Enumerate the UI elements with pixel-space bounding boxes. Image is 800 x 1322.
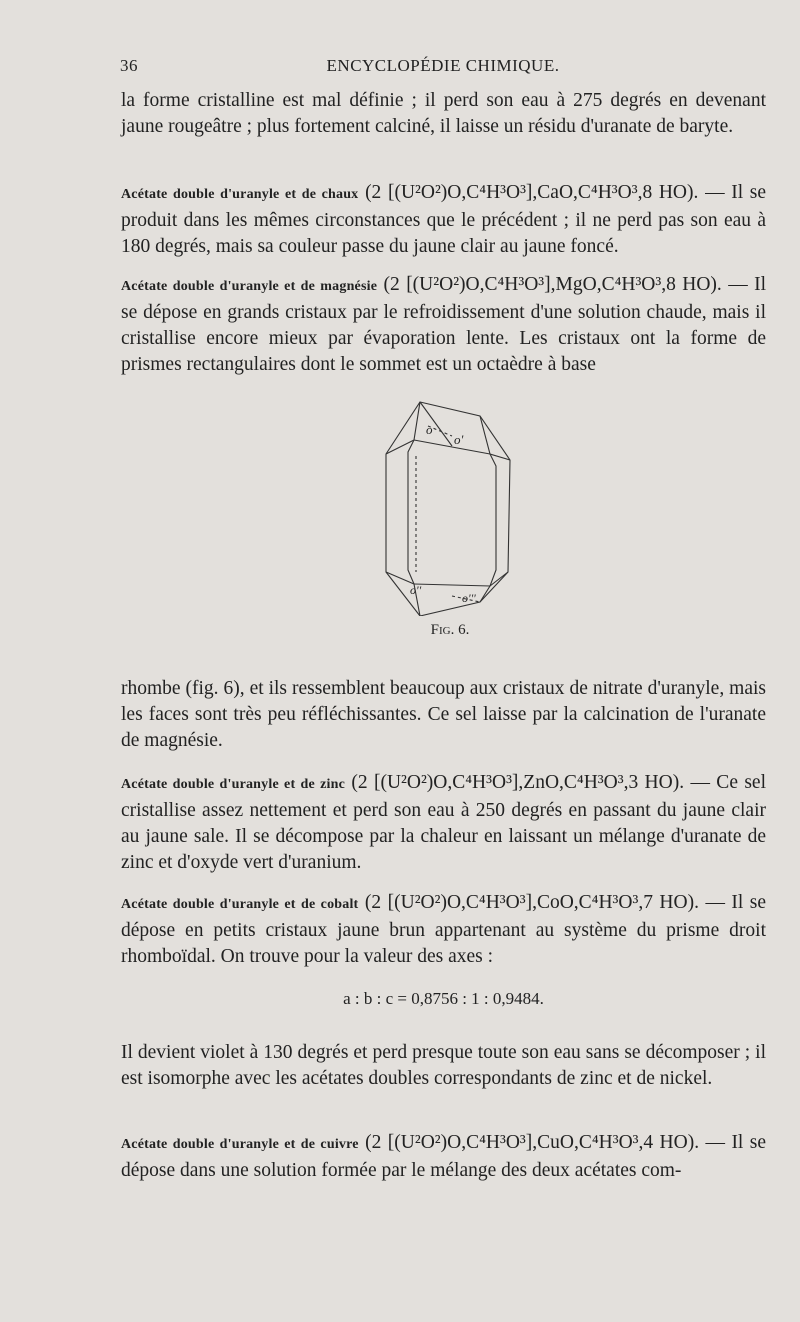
caption-number: 6. (458, 622, 470, 638)
section-paragraph (121, 890, 766, 970)
section-zinc (121, 770, 766, 876)
section-magnesie (121, 272, 766, 378)
section-paragraph (121, 272, 766, 378)
label-o-triple: o''' (462, 591, 476, 605)
figure-caption (380, 622, 520, 639)
page-number: 36 (120, 56, 138, 75)
section-heading: Acétate double d'uranyle et de cuivre (121, 1137, 359, 1152)
section-text: — Il se produit dans les mêmes circonstances que le précédent ; il ne perd pas son eau à 180 degrés, mais sa couleur passe du jaune clair au jaune foncé. (121, 182, 767, 257)
label-o-double: o'' (410, 583, 422, 597)
section-text: — Il se dépose dans une solution formée par le mélange des deux acétates com- (121, 1132, 767, 1181)
chemical-formula: (2 [(U²O²)O,C⁴H³O³],CoO,C⁴H³O³,7 HO). (364, 892, 699, 913)
section-text: — Il se dépose en grands cristaux par le refroidissement d'une solution chaude, mais il cristallise encore mieux par évaporation lente. Les cristaux ont la forme de prismes rectangulaires dont le sommet est un octaèdre à base (121, 274, 767, 375)
section-heading: Acétate double d'uranyle et de zinc (121, 777, 345, 792)
paragraph-intro: la forme cristalline est mal définie ; il perd son eau à 275 degrés en devenant jaune rougeâtre ; plus fortement calciné, il laisse un résidu d'uranate de baryte. (121, 90, 766, 137)
running-header (120, 56, 766, 78)
crystal-drawing (380, 396, 520, 616)
chemical-formula: (2 [(U²O²)O,C⁴H³O³],ZnO,C⁴H³O³,3 HO). (351, 772, 685, 793)
section-cuivre (121, 1130, 766, 1184)
chemical-formula: (2 [(U²O²)O,C⁴H³O³],CuO,C⁴H³O³,4 HO). (365, 1132, 700, 1153)
text-block-top (121, 88, 766, 140)
running-title: ENCYCLOPÉDIE CHIMIQUE. (326, 56, 560, 75)
caption-prefix: Fig. (430, 622, 455, 638)
section-paragraph (121, 180, 766, 260)
section-paragraph (121, 1130, 766, 1184)
section-chaux (121, 180, 766, 260)
section-heading: Acétate double d'uranyle et de chaux (121, 187, 359, 202)
section-heading: Acétate double d'uranyle et de cobalt (121, 897, 359, 912)
section-heading: Acétate double d'uranyle et de magnésie (121, 279, 378, 294)
axes-formula: a : b : c = 0,8756 : 1 : 0,9484. (343, 989, 544, 1008)
paragraph-isomorphe: Il devient violet à 130 degrés et perd presque toute son eau sans se décomposer ; il est isomorphe avec les acétates doubles correspondants de zinc et de nickel. (121, 1042, 766, 1089)
text-block-middle (121, 676, 766, 754)
crystal-outline (386, 402, 510, 616)
text-block-isomorphe (121, 1040, 766, 1092)
section-text: — Ce sel cristallise assez nettement et perd son eau à 250 degrés en passant du jaune clair au jaune sale. Il se décompose par la chaleur en laissant un mélange d'uranate de zinc et d'oxyde vert d'uranium. (121, 772, 766, 873)
chemical-formula: (2 [(U²O²)O,C⁴H³O³],CaO,C⁴H³O³,8 HO). (365, 182, 699, 203)
section-cobalt (121, 890, 766, 970)
section-text: — Il se dépose en petits cristaux jaune brun appartenant au système du prisme droit rhomboïdal. On trouve pour la valeur des axes : (121, 892, 767, 967)
chemical-formula: (2 [(U²O²)O,C⁴H³O³],MgO,C⁴H³O³,8 HO). (383, 274, 722, 295)
label-o-prime: o' (454, 432, 464, 447)
label-o: o (426, 422, 433, 437)
section-paragraph (121, 770, 766, 876)
crystal-figure (380, 396, 520, 652)
paragraph-rhombe: rhombe (fig. 6), et ils ressemblent beaucoup aux cristaux de nitrate d'uranyle, mais les faces sont très peu réfléchissantes. Ce sel laisse par la calcination de l'uranate de magnésie. (121, 678, 766, 751)
